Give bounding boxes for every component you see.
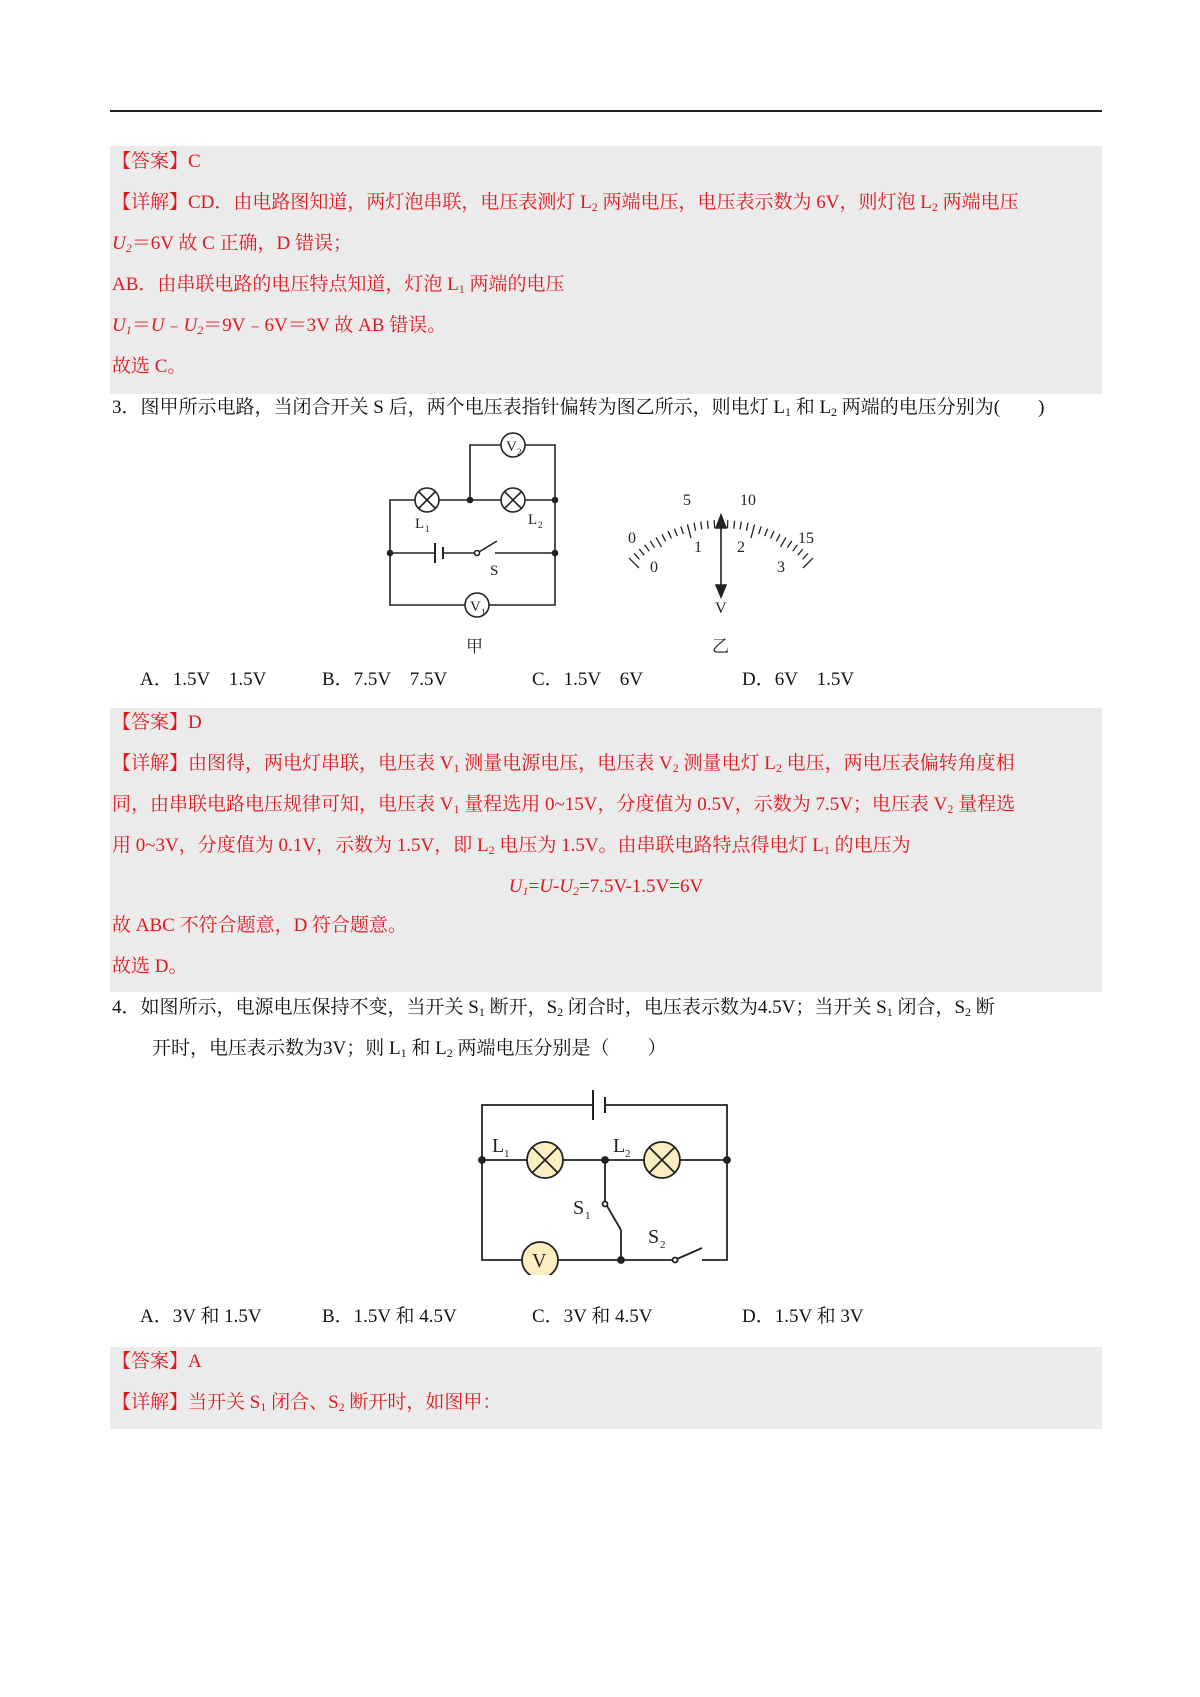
q3-circuit-figure (380, 430, 580, 655)
svg-text:2: 2 (538, 520, 543, 530)
meter-tick (787, 541, 791, 548)
q3-detail-line3: 用 0~3V，分度值为 0.1V，示数为 1.5V，即 $L_2$ 电压为 1.5V。由串联电路特点得电灯 $L_1$ 的电压为 (112, 835, 911, 857)
meter-tick (656, 537, 662, 547)
meter-tick (734, 521, 735, 529)
q3-option-b[interactable]: B．7.5V 7.5V (322, 669, 448, 690)
meter-tick (707, 521, 708, 529)
q2-detail-line4: $U_1=U﹣U_2=9V﹣6V=3V$ 故 AB 错误。 (112, 315, 447, 337)
q4-option-c[interactable]: C．3V 和 4.5V (532, 1306, 653, 1327)
svg-text:1: 1 (585, 1210, 591, 1222)
q2-detail-line1: 【详解】CD．由电路图知道，两灯泡串联，电压表测灯 $L_2$ 两端电压，电压表示数为 6V，则灯泡 $L_2$ 两端电压 (112, 192, 1019, 214)
meter-tick (793, 545, 798, 552)
svg-text:1: 1 (425, 524, 430, 534)
meter-tick (674, 529, 677, 537)
meter-tick (751, 524, 755, 538)
svg-text:L: L (613, 1135, 626, 1157)
svg-text:S: S (573, 1197, 585, 1219)
svg-text:2: 2 (660, 1239, 666, 1251)
q4-lamp-l1 (527, 1142, 563, 1178)
meter-caption: 乙 (712, 637, 729, 655)
q4-battery (593, 1090, 605, 1120)
q4-switch-s2 (673, 1248, 703, 1263)
meter-tick (759, 526, 762, 534)
q4-stem-line2: 开时，电压表示数为3V；则 $L_1$ 和 $L_2$ 两端电压分别是（ ） (152, 1038, 667, 1060)
q2-detail-line3: AB．由串联电路的电压特点知道，灯泡 $L_1$ 两端的电压 (112, 274, 565, 296)
meter-tick (687, 524, 691, 538)
q3-answer: 【答案】D (112, 712, 202, 733)
q4-lamp-l2 (644, 1142, 680, 1178)
meter-label-top-0: 0 (628, 530, 636, 547)
meter-tick (668, 531, 671, 538)
q3-formula: $U_1=U-U_2=7.5V-1.5V=6V$ (508, 876, 704, 898)
meter-tick (634, 553, 639, 559)
svg-text:V: V (506, 439, 517, 455)
q3-detail-line1: 【详解】由图得，两电灯串联，电压表 $V_1$ 测量电源电压，电压表 $V_2$ 测量电灯 $L_2$ 电压，两电压表偏转角度相 (112, 753, 1015, 775)
q4-option-b[interactable]: B．1.5V 和 4.5V (322, 1306, 457, 1327)
q4-circuit-figure (470, 1075, 740, 1275)
meter-tick (771, 531, 774, 538)
meter-label-bottom-2: 2 (737, 539, 745, 556)
meter-label-top-10: 10 (740, 492, 756, 509)
svg-text:甲: 甲 (466, 637, 483, 655)
meter-tick (776, 534, 780, 541)
q4-answer: 【答案】A (112, 1351, 202, 1372)
svg-text:S: S (648, 1226, 660, 1248)
meter-tick (694, 523, 696, 531)
q4-option-a[interactable]: A．3V 和 1.5V (140, 1306, 262, 1327)
svg-text:L: L (492, 1135, 505, 1157)
q4-stem-line1: 4．如图所示，电源电压保持不变，当开关 $S_1$ 断开，$S_2$ 闭合时，电压表示数为4.5V；当开关 $S_1$ 闭合，$S_2$ 断 (112, 997, 995, 1019)
meter-tick (650, 541, 654, 548)
q3-option-a[interactable]: A．1.5V 1.5V (140, 669, 267, 690)
svg-text:1: 1 (481, 607, 486, 617)
meter-tick (803, 558, 813, 568)
svg-text:2: 2 (625, 1148, 631, 1160)
meter-tick (746, 523, 748, 531)
meter-tick (781, 537, 787, 547)
svg-text:V: V (532, 1250, 547, 1272)
q3-switch-s (475, 541, 498, 556)
meter-tick (803, 553, 808, 559)
q4-option-d[interactable]: D．1.5V 和 3V (742, 1306, 864, 1327)
q3-detail-line2: 同，由串联电路电压规律可知，电压表 $V_1$ 量程选用 0~15V，分度值为 0.5V，示数为 7.5V；电压表 $V_2$ 量程选 (112, 794, 1016, 816)
q3-lamp-l2 (501, 488, 525, 512)
meter-label-top-15: 15 (798, 530, 814, 547)
q3-meter-figure (615, 485, 845, 655)
q3-battery (435, 543, 443, 563)
meter-needle (716, 515, 726, 597)
q4-switch-s1 (603, 1202, 622, 1231)
meter-tick (639, 549, 644, 555)
q2-detail-line5: 故选 C。 (112, 356, 187, 377)
q3-option-d[interactable]: D．6V 1.5V (742, 669, 855, 690)
header-rule (110, 110, 1102, 112)
meter-tick (740, 522, 741, 530)
meter-tick (798, 549, 803, 555)
q3-detail-line5: 故 ABC 不符合题意，D 符合题意。 (112, 915, 408, 936)
svg-text:1: 1 (504, 1148, 510, 1160)
meter-tick (629, 558, 639, 568)
svg-text:V: V (470, 599, 481, 615)
q3-detail-line6: 故选 D。 (112, 956, 188, 977)
q3-option-c[interactable]: C．1.5V 6V (532, 669, 644, 690)
meter-tick (765, 529, 768, 537)
meter-label-top-5: 5 (683, 492, 691, 509)
q2-answer: 【答案】C (112, 151, 201, 172)
meter-tick (681, 526, 684, 534)
q3-lamp-l1 (415, 488, 439, 512)
meter-tick (701, 522, 702, 530)
meter-label-bottom-0: 0 (650, 559, 658, 576)
meter-v-label: V (715, 600, 727, 617)
q4-detail-line1: 【详解】当开关 $S_1$ 闭合、$S_2$ 断开时，如图甲： (112, 1392, 502, 1414)
meter-label-bottom-1: 1 (694, 539, 702, 556)
svg-text:L: L (528, 512, 538, 528)
q3-stem: 3．图甲所示电路，当闭合开关 S 后，两个电压表指针偏转为图乙所示，则电灯 $L_1$ 和 $L_2$ 两端的电压分别为( ) (112, 397, 1045, 419)
meter-tick (662, 534, 666, 541)
q2-detail-line2: $U_2=6V$ 故 C 正确，D 错误； (112, 233, 353, 255)
svg-text:L: L (415, 516, 425, 532)
svg-text:2: 2 (517, 447, 522, 457)
svg-text:S: S (490, 563, 499, 579)
meter-label-bottom-3: 3 (777, 559, 785, 576)
meter-tick (645, 545, 650, 552)
